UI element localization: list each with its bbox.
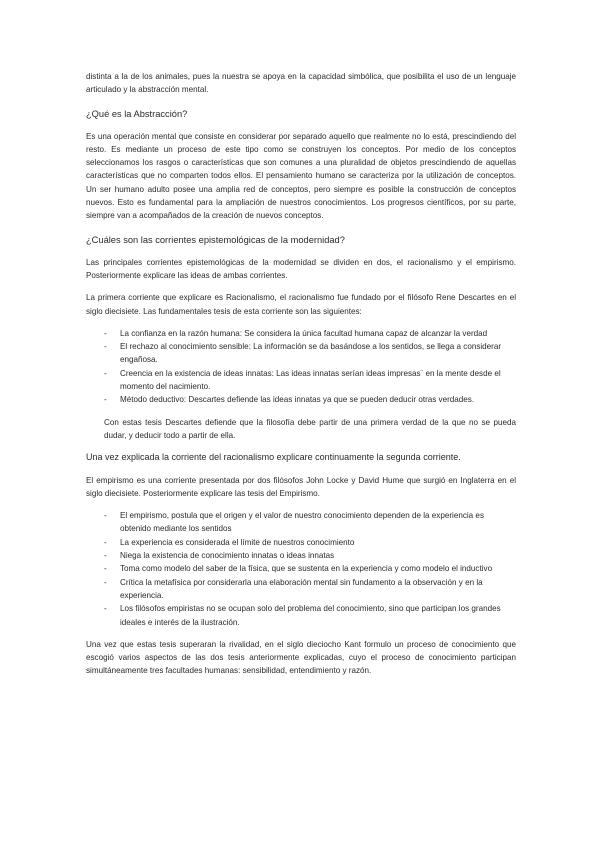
empirismo-list xyxy=(86,509,516,629)
list-item: - Los filósofos empiristas no se ocupan solo del problema del conocimiento, sino que participan los grandes ideales e interés de la ilustración. xyxy=(120,602,516,629)
list-item: - Toma como modelo del saber de la física, que se sustenta en la experiencia y como modelo el inductivo xyxy=(120,562,516,575)
list-item: - El empirismo, postula que el origen y el valor de nuestro conocimiento dependen de la experiencia es obtenido mediante los sentidos xyxy=(120,509,516,536)
list-item: - Crítica la metafísica por considerarla una elaboración mental sin fundamento a la observación y en la experiencia. xyxy=(120,576,516,603)
list-item: - La confianza en la razón humana: Se considera la única facultad humana capaz de alcanzar la verdad xyxy=(120,327,516,340)
corrientes-paragraph: Las principales corrientes epistemológicas de la modernidad se dividen en dos, el racionalismo y el empirismo. Posteriormente explicare las ideas de ambas corrientes. xyxy=(86,257,516,280)
list-item: - La experiencia es considerada el límite de nuestros conocimiento xyxy=(120,536,516,549)
heading-abstraccion: ¿Qué es la Abstracción? xyxy=(86,108,188,119)
list-item: - Niega la existencia de conocimiento innatas o ideas innatas xyxy=(120,549,516,562)
empirismo-intro-paragraph: El empirismo es una corriente presentada por dos filósofos John Locke y David Hume que surgió en Inglaterra en el siglo diecisiete. Posteriormente explicare las tesis del Empirismo. xyxy=(86,475,516,498)
document-body xyxy=(86,70,516,678)
abstraccion-paragraph: Es una operación mental que consiste en considerar por separado aquello que realmente no lo está, prescindiendo del resto. Es mediante un proceso de este tipo como se construyen los conceptos. Por medio de los conceptos seleccionamos los rasgos o características que son comunes a una pluralidad de objetos prescindiendo de aquellas características que no comparten todos ellos. El pensamiento humano se caracteriza por la utilización de conceptos. Un ser humano adulto posee una amplia red de conceptos, pero siempre es posible la construcción de conceptos nuevos. Esto es fundamental para la ampliación de nuestros conocimientos. Los progresos científicos, por su parte, siempre van a acompañados de la creación de nuevos conceptos. xyxy=(86,131,516,221)
heading-corrientes: ¿Cuáles son las corrientes epistemológicas de la modernidad? xyxy=(86,234,345,245)
descartes-paragraph: Con estas tesis Descartes defiende que la filosofía debe partir de una primera verdad de la que no se pueda dudar, y deducir todo a partir de ella. xyxy=(104,417,516,440)
intro-paragraph: distinta a la de los animales, pues la nuestra se apoya en la capacidad simbólica, que posibilita el uso de un lenguaje articulado y la abstracción mental. xyxy=(86,72,516,95)
list-item: - Creencia en la existencia de ideas innatas: Las ideas innatas serían ideas impresas¨ en la mente desde el momento del nacimiento. xyxy=(120,367,516,394)
list-item: - Método deductivo: Descartes defiende las ideas innatas ya que se pueden deducir otras verdades. xyxy=(120,393,516,406)
racionalismo-list xyxy=(86,327,516,407)
list-item: - El rechazo al conocimiento sensible: La información se da basándose a los sentidos, se llega a considerar engañosa. xyxy=(120,340,516,367)
kant-paragraph: Una vez que estas tesis superaran la rivalidad, en el siglo dieciocho Kant formulo un proceso de conocimiento que escogió varios aspectos de las dos tesis anteriormente explicadas, cuyo el proceso de conocimiento participan simultáneamente tres facultades humanas: sensibilidad, entendimiento y razón. xyxy=(86,639,516,676)
racionalismo-intro-paragraph: La primera corriente que explicare es Racionalismo, el racionalismo fue fundado por el filósofo Rene Descartes en el siglo diecisiete. Las fundamentales tesis de esta corriente son las siguientes: xyxy=(86,293,516,316)
transition-paragraph: Una vez explicada la corriente del racionalismo explicare continuamente la segunda corriente. xyxy=(86,452,461,463)
